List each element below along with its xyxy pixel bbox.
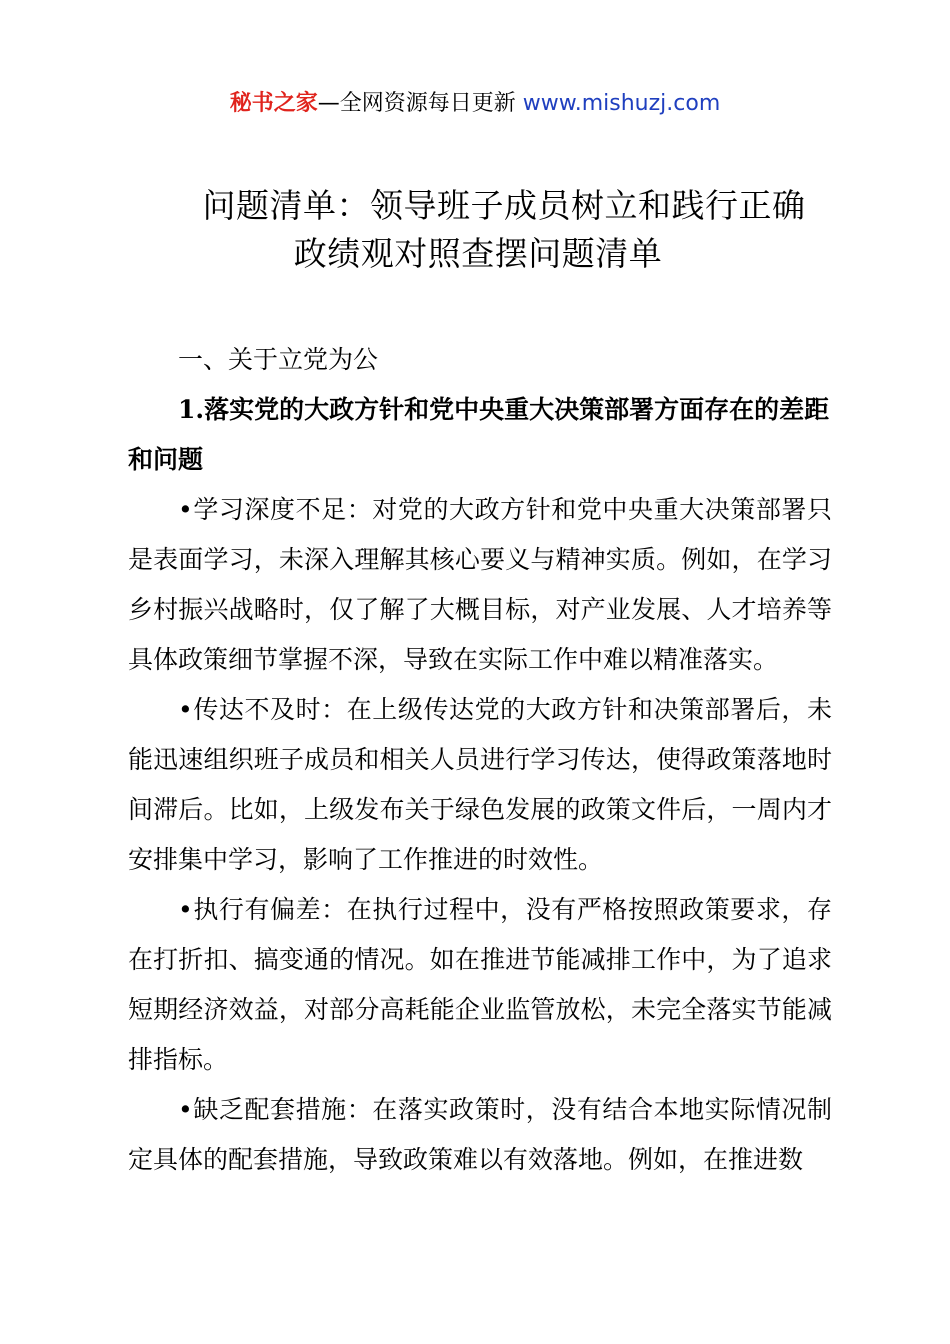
site-slogan: —全网资源每日更新 bbox=[317, 91, 523, 116]
body-paragraph: •执行有偏差：在执行过程中，没有严格按照政策要求，存在打折扣、搞变通的情况。如在推进节能减排工作中，为了追求短期经济效益，对部分高耗能企业监管放松，未完全落实节能减排指标。 bbox=[128, 895, 832, 1074]
site-header bbox=[0, 88, 950, 120]
section-heading: 一、关于立党为公 bbox=[178, 345, 379, 374]
site-brand: 秘书之家 bbox=[229, 91, 318, 116]
body-paragraph: •缺乏配套措施：在落实政策时，没有结合本地实际情况制定具体的配套措施，导致政策难以有效落地。例如，在推进数 bbox=[128, 1095, 832, 1174]
site-url-link[interactable]: www.mishuzj.com bbox=[522, 91, 721, 116]
document-title bbox=[0, 182, 950, 278]
document-title-line-1: 问题清单：领导班子成员树立和践行正确 bbox=[202, 186, 806, 225]
body-paragraph: •传达不及时：在上级传达党的大政方针和决策部署后，未能迅速组织班子成员和相关人员进行学习传达，使得政策落地时间滞后。比如，上级发布关于绿色发展的政策文件后，一周内才安排集中学习，影响了工作推进的时效性。 bbox=[128, 695, 832, 874]
document-body bbox=[128, 335, 832, 1185]
document-title-line-2: 政绩观对照查摆问题清单 bbox=[293, 234, 663, 273]
body-paragraph: •学习深度不足：对党的大政方针和党中央重大决策部署只是表面学习，未深入理解其核心要义与精神实质。例如，在学习乡村振兴战略时，仅了解了大概目标，对产业发展、人才培养等具体政策细节掌握不深，导致在实际工作中难以精准落实。 bbox=[128, 495, 832, 674]
section-subheading: 1.落实党的大政方针和党中央重大决策部署方面存在的差距和问题 bbox=[128, 395, 830, 474]
